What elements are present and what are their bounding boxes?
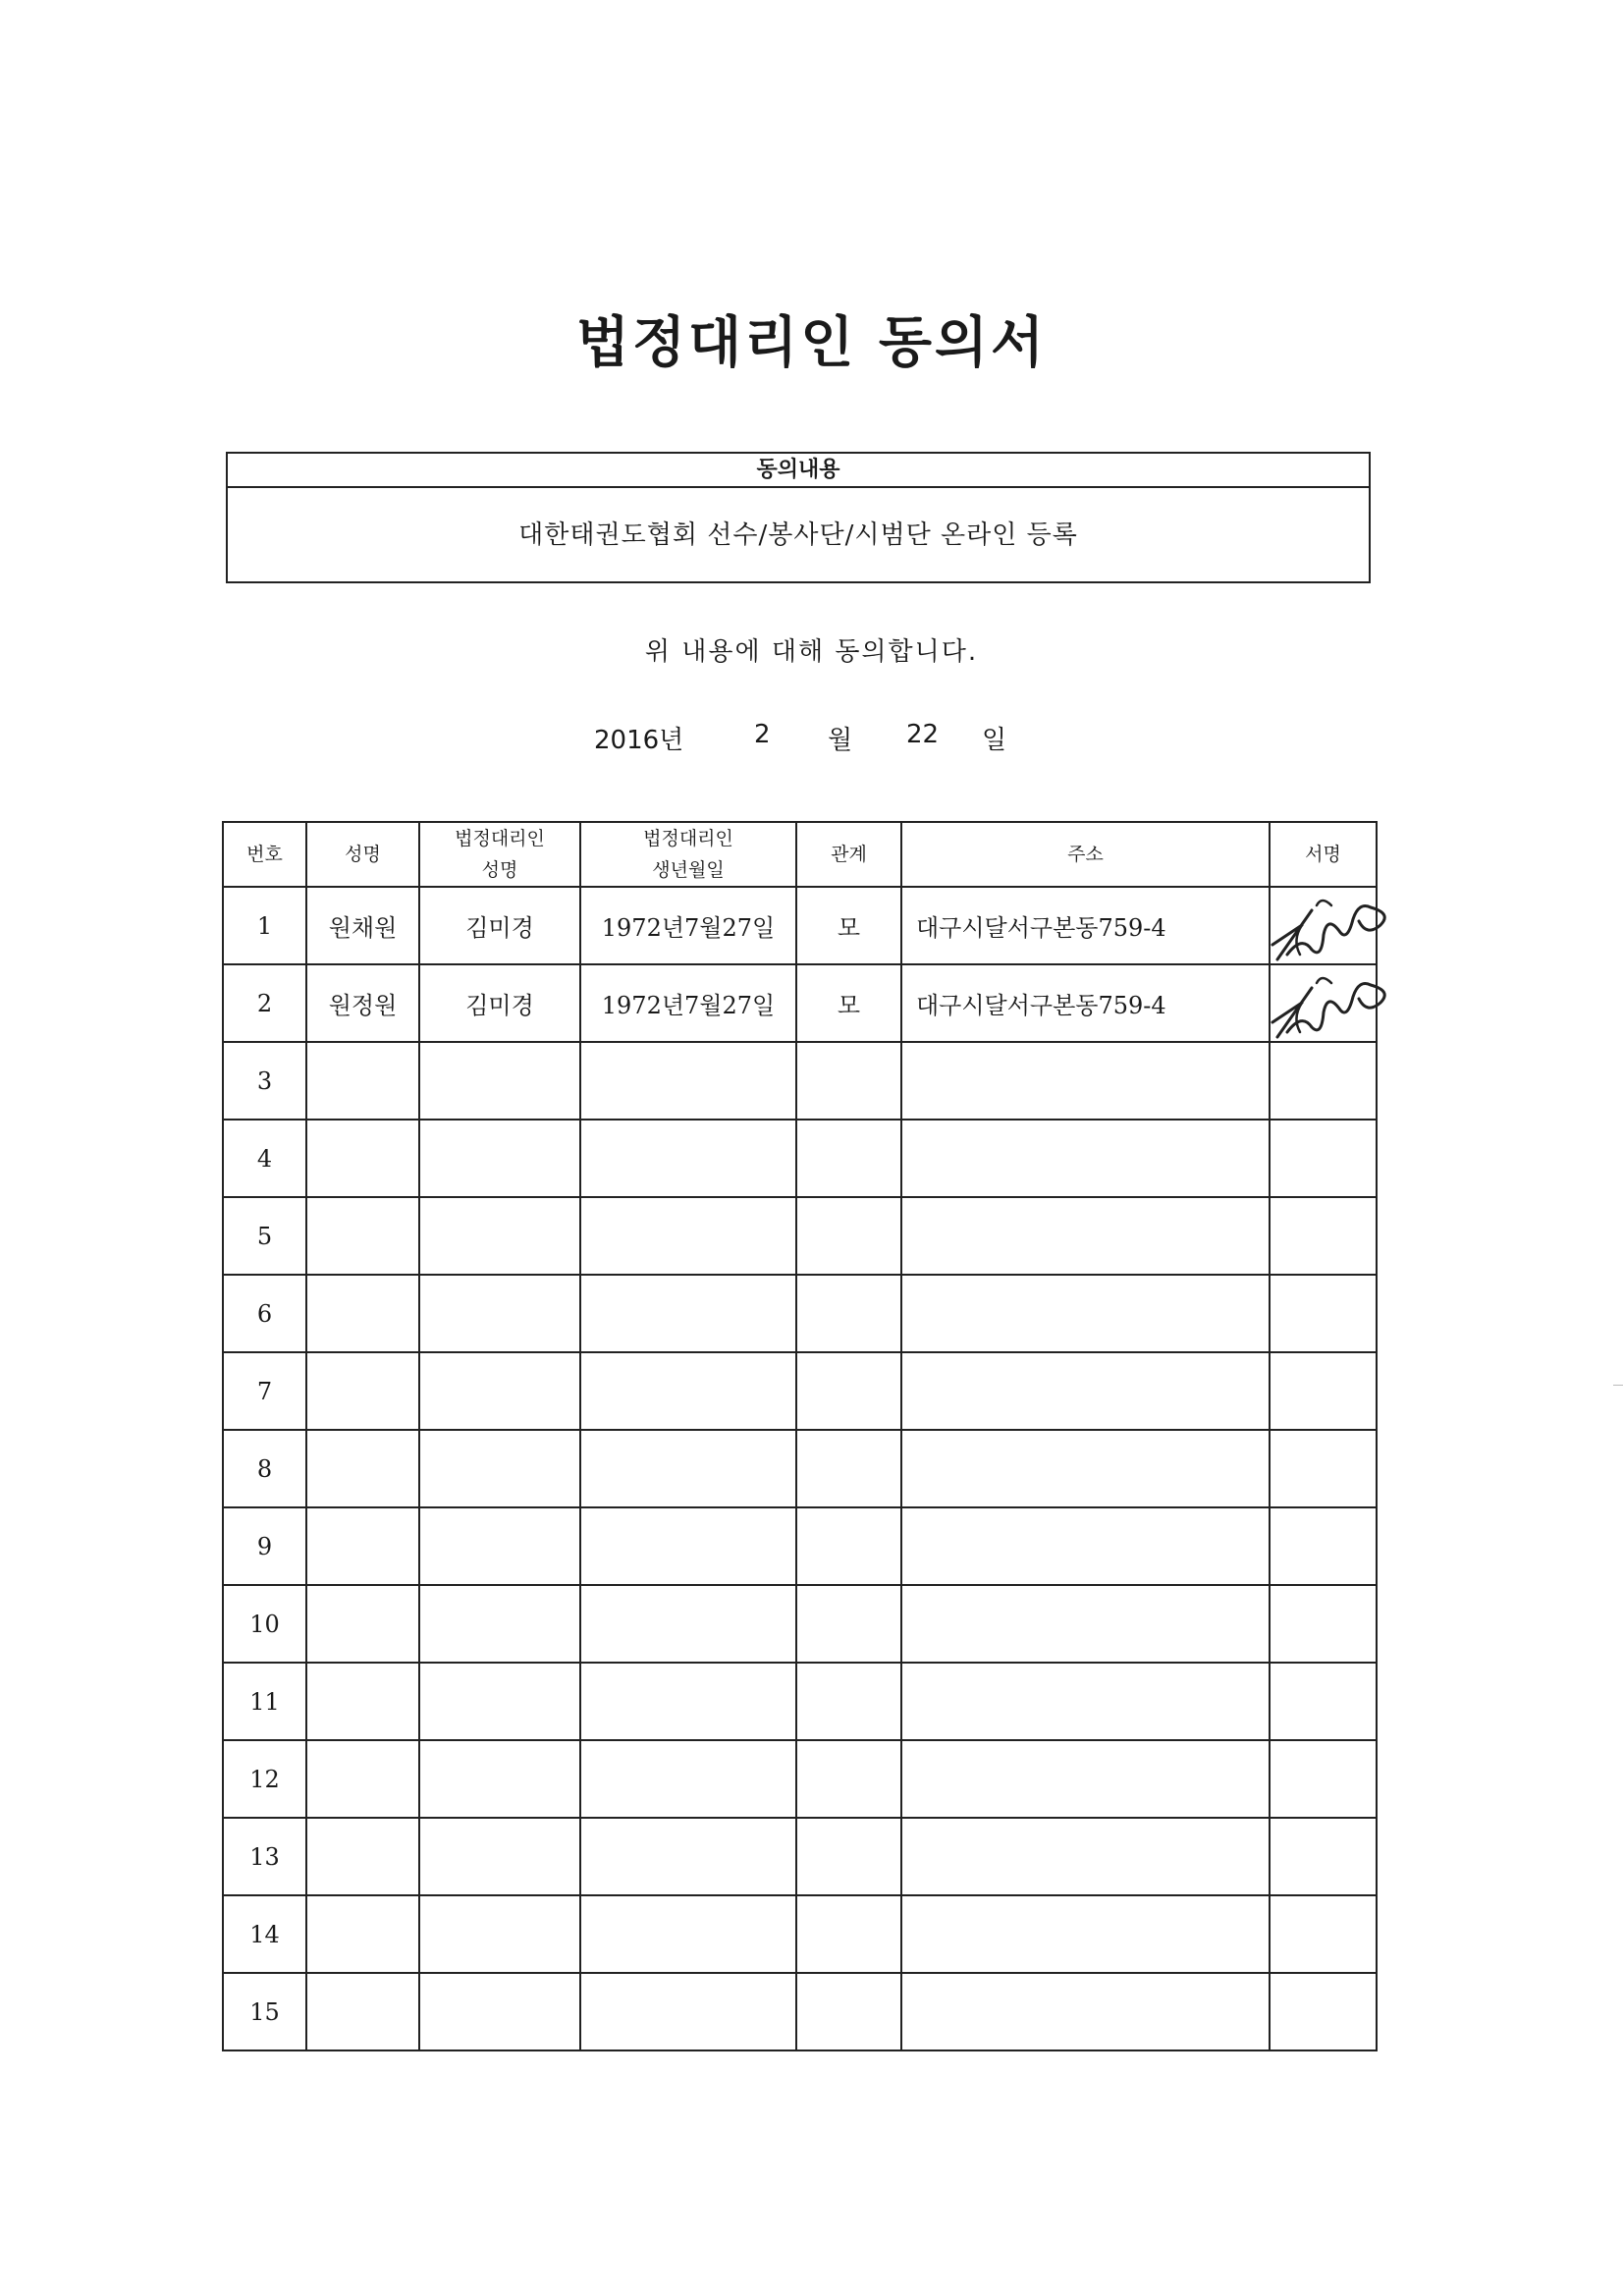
consent-box [226, 452, 1371, 583]
cell-signature [1270, 1430, 1377, 1507]
cell-name [306, 1895, 419, 1973]
cell-guardian-birth [580, 1895, 796, 1973]
cell-guardian-name [419, 1507, 580, 1585]
cell-name: 원정원 [306, 964, 419, 1042]
cell-guardian-name: 김미경 [419, 964, 580, 1042]
cell-signature [1270, 1352, 1377, 1430]
table-row [223, 1895, 1377, 1973]
cell-guardian-birth [580, 1197, 796, 1275]
cell-name [306, 1740, 419, 1818]
cell-no: 5 [223, 1197, 306, 1275]
table-row [223, 887, 1377, 964]
date-day: 22 [906, 720, 940, 749]
cell-relation [796, 1352, 901, 1430]
table-row [223, 1352, 1377, 1430]
cell-relation [796, 1740, 901, 1818]
cell-signature [1270, 1973, 1377, 2050]
cell-name [306, 1585, 419, 1663]
cell-address [901, 1740, 1270, 1818]
cell-signature [1270, 1740, 1377, 1818]
cell-guardian-name [419, 1042, 580, 1120]
cell-signature [1270, 887, 1377, 964]
date-day-unit: 일 [982, 726, 1007, 755]
cell-name [306, 1430, 419, 1507]
cell-no: 12 [223, 1740, 306, 1818]
cell-no: 7 [223, 1352, 306, 1430]
signature-table [222, 821, 1378, 2051]
cell-name [306, 1352, 419, 1430]
cell-guardian-name [419, 1895, 580, 1973]
header-relation: 관계 [796, 822, 901, 887]
table-row [223, 964, 1377, 1042]
cell-no: 3 [223, 1042, 306, 1120]
table-row [223, 1507, 1377, 1585]
cell-signature [1270, 1895, 1377, 1973]
header-guardian-birth-line2: 생년월일 [652, 859, 725, 881]
cell-no: 15 [223, 1973, 306, 2050]
cell-guardian-birth [580, 1120, 796, 1197]
cell-address [901, 1895, 1270, 1973]
table-row [223, 1973, 1377, 2050]
cell-guardian-name: 김미경 [419, 887, 580, 964]
cell-relation [796, 1895, 901, 1973]
cell-address [901, 1042, 1270, 1120]
table-row [223, 1585, 1377, 1663]
cell-no: 13 [223, 1818, 306, 1895]
page-title: 법정대리인 동의서 [575, 310, 1048, 375]
cell-address [901, 1585, 1270, 1663]
date-line [0, 720, 1623, 759]
cell-guardian-name [419, 1275, 580, 1352]
date-month: 2 [754, 720, 771, 749]
cell-name [306, 1120, 419, 1197]
cell-guardian-birth: 1972년7월27일 [580, 887, 796, 964]
cell-address [901, 1275, 1270, 1352]
header-signature: 서명 [1270, 822, 1377, 887]
cell-address [901, 1818, 1270, 1895]
date-year: 2016년 [594, 726, 684, 755]
cell-guardian-birth [580, 1275, 796, 1352]
cell-signature [1270, 1818, 1377, 1895]
cell-guardian-name [419, 1818, 580, 1895]
cell-no: 11 [223, 1663, 306, 1740]
table-row [223, 1663, 1377, 1740]
table-row [223, 1197, 1377, 1275]
cell-relation [796, 1973, 901, 2050]
cell-name [306, 1042, 419, 1120]
cell-signature [1270, 1197, 1377, 1275]
cell-guardian-birth [580, 1740, 796, 1818]
cell-relation [796, 1120, 901, 1197]
cell-name [306, 1973, 419, 2050]
table-row [223, 1818, 1377, 1895]
cell-guardian-name [419, 1585, 580, 1663]
header-guardian-name-line1: 법정대리인 [455, 828, 545, 849]
cell-address [901, 1430, 1270, 1507]
cell-address [901, 1973, 1270, 2050]
cell-guardian-birth [580, 1585, 796, 1663]
cell-no: 1 [223, 887, 306, 964]
header-guardian-name [419, 822, 580, 887]
cell-guardian-name [419, 1740, 580, 1818]
cell-relation [796, 1042, 901, 1120]
cell-name [306, 1818, 419, 1895]
consent-header: 동의내용 [228, 454, 1369, 488]
cell-relation: 모 [796, 887, 901, 964]
header-name: 성명 [306, 822, 419, 887]
cell-relation [796, 1585, 901, 1663]
cell-signature [1270, 1663, 1377, 1740]
table-row [223, 1275, 1377, 1352]
cell-guardian-birth [580, 1818, 796, 1895]
consent-content: 대한태권도협회 선수/봉사단/시범단 온라인 등록 [518, 520, 1078, 550]
date-month-unit: 월 [828, 726, 853, 755]
cell-address: 대구시달서구본동759-4 [901, 887, 1270, 964]
cell-no: 9 [223, 1507, 306, 1585]
cell-relation [796, 1663, 901, 1740]
cell-guardian-name [419, 1973, 580, 2050]
cell-relation [796, 1275, 901, 1352]
cell-no: 10 [223, 1585, 306, 1663]
table-row [223, 1740, 1377, 1818]
cell-no: 6 [223, 1275, 306, 1352]
header-guardian-birth-line1: 법정대리인 [643, 828, 733, 849]
cell-name [306, 1507, 419, 1585]
cell-signature [1270, 1120, 1377, 1197]
cell-guardian-birth: 1972년7월27일 [580, 964, 796, 1042]
cell-no: 8 [223, 1430, 306, 1507]
table-header-row [223, 822, 1377, 887]
cell-guardian-name [419, 1197, 580, 1275]
cell-address [901, 1120, 1270, 1197]
cell-name [306, 1275, 419, 1352]
cell-name [306, 1663, 419, 1740]
cell-relation [796, 1507, 901, 1585]
cell-guardian-birth [580, 1352, 796, 1430]
cell-address [901, 1197, 1270, 1275]
cell-guardian-name [419, 1430, 580, 1507]
cell-signature [1270, 1275, 1377, 1352]
cell-relation [796, 1818, 901, 1895]
cell-signature [1270, 1042, 1377, 1120]
cell-address [901, 1663, 1270, 1740]
cell-address: 대구시달서구본동759-4 [901, 964, 1270, 1042]
cell-name [306, 1197, 419, 1275]
margin-mark [1613, 1385, 1623, 1386]
cell-relation: 모 [796, 964, 901, 1042]
cell-address [901, 1352, 1270, 1430]
cell-guardian-name [419, 1663, 580, 1740]
header-no: 번호 [223, 822, 306, 887]
cell-relation [796, 1430, 901, 1507]
cell-guardian-name [419, 1120, 580, 1197]
cell-signature [1270, 1585, 1377, 1663]
cell-relation [796, 1197, 901, 1275]
cell-no: 4 [223, 1120, 306, 1197]
cell-signature [1270, 1507, 1377, 1585]
header-guardian-name-line2: 성명 [481, 859, 518, 881]
table-row [223, 1120, 1377, 1197]
header-address: 주소 [901, 822, 1270, 887]
cell-no: 14 [223, 1895, 306, 1973]
cell-name: 원채원 [306, 887, 419, 964]
cell-signature [1270, 964, 1377, 1042]
table-row [223, 1430, 1377, 1507]
cell-guardian-birth [580, 1430, 796, 1507]
cell-address [901, 1507, 1270, 1585]
cell-guardian-name [419, 1352, 580, 1430]
cell-guardian-birth [580, 1973, 796, 2050]
cell-guardian-birth [580, 1042, 796, 1120]
agreement-statement: 위 내용에 대해 동의합니다. [644, 637, 979, 667]
header-guardian-birth [580, 822, 796, 887]
cell-guardian-birth [580, 1663, 796, 1740]
cell-no: 2 [223, 964, 306, 1042]
cell-guardian-birth [580, 1507, 796, 1585]
table-row [223, 1042, 1377, 1120]
